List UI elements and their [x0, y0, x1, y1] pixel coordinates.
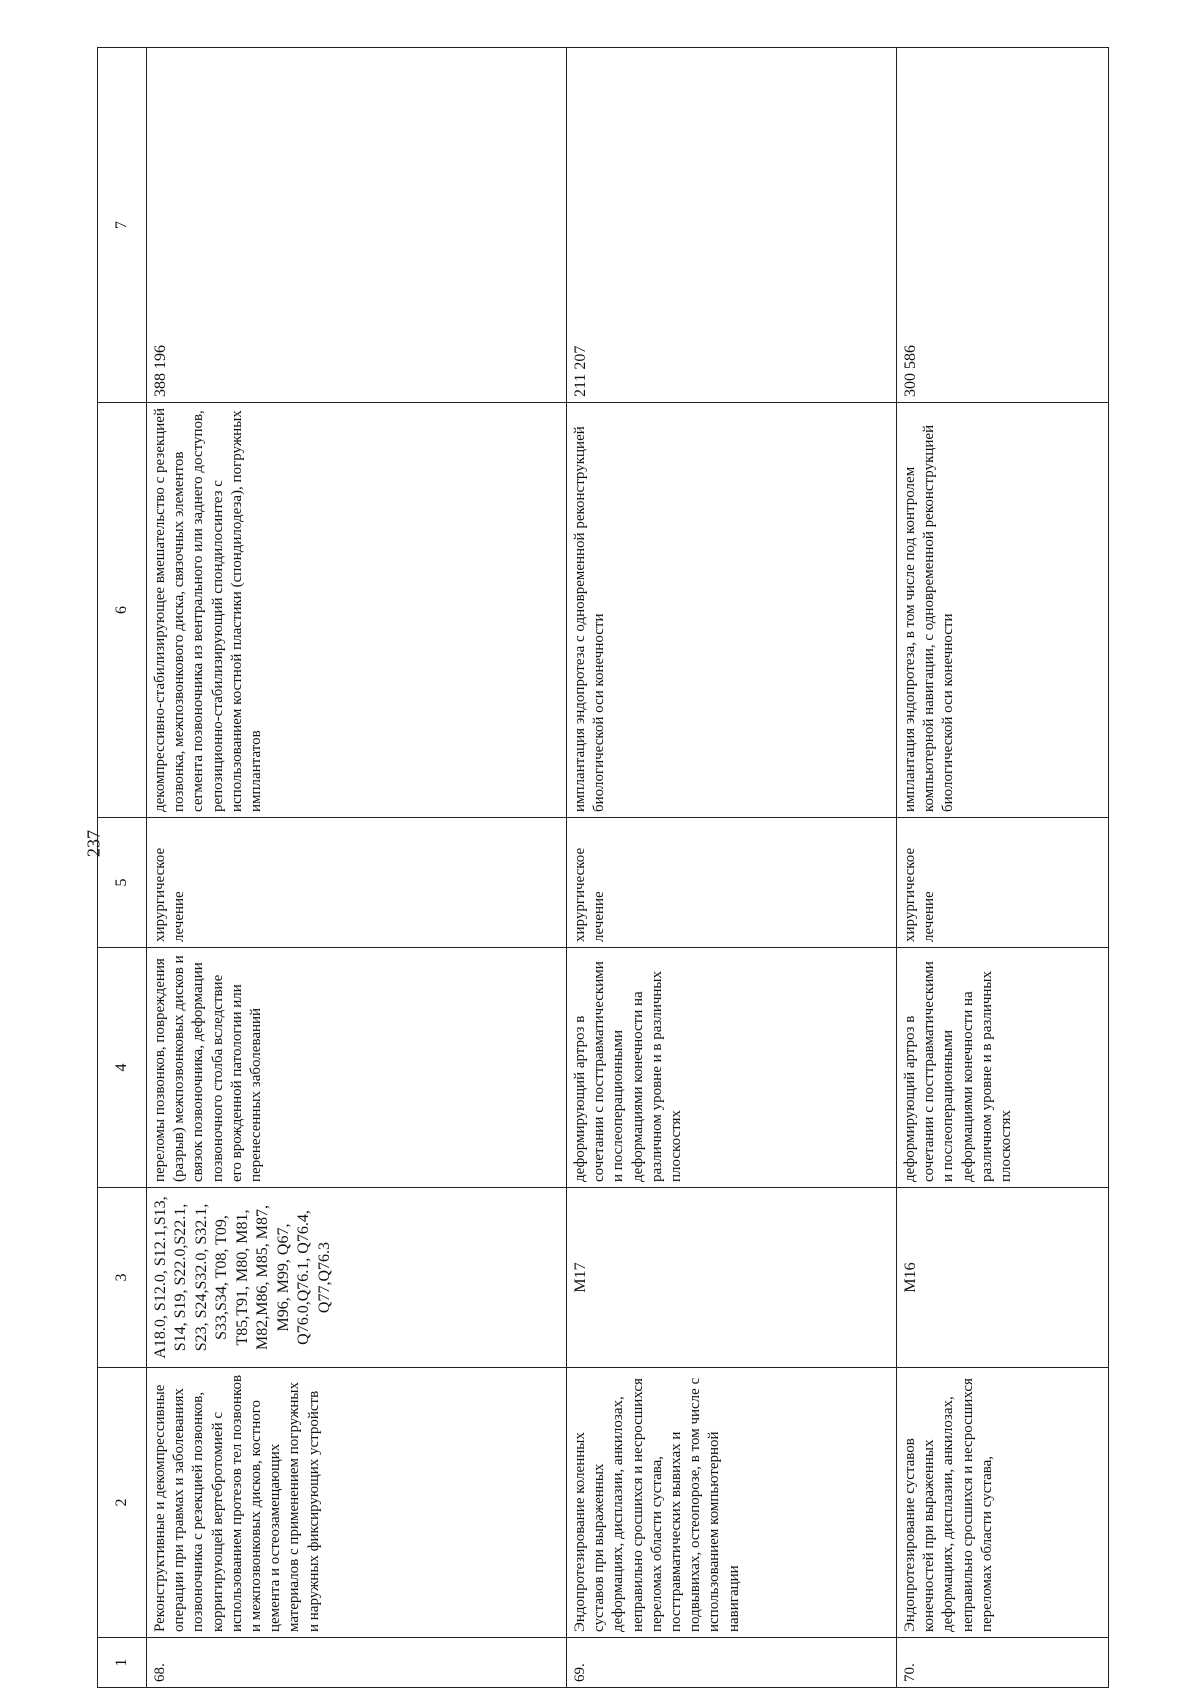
header-cell-2: 2: [98, 1368, 147, 1638]
header-row: [98, 48, 147, 1688]
services-table: [97, 47, 1109, 1688]
treatment-type: хирургическое лечение: [897, 818, 1109, 948]
icd-codes: M17: [567, 1188, 897, 1368]
table-row: [147, 48, 567, 1688]
treatment-type: хирургическое лечение: [147, 818, 567, 948]
intervention-name: Эндопротезирование суставов конечностей при выраженных деформациях, дисплазии, анкилозах, неправильно сросшихся и несросшихся переломах области сустава,: [897, 1368, 1109, 1638]
icd-codes: A18.0, S12.0, S12.1,S13, S14, S19, S22.0,S22.1, S23, S24,S32.0, S32.1, S33,S34, T08, T09, T85,T91, M80, M81, M82,M86, M85, M87, M96, M99, Q67, Q76.0,Q76.1, Q76.4, Q77,Q76.3: [147, 1188, 567, 1368]
header-cell-7: 7: [98, 48, 147, 403]
cost: 388 196: [147, 48, 567, 403]
intervention-name: Реконструктивные и декомпрессивные операции при травмах и заболеваниях позвоночника с резекцией позвонков, корригирующей вертебротомией с использованием протезов тел позвонков и межпозвонковых дисков, костного цемента и остеозамещающих материалов с применением погружных и наружных фиксирующих устройств: [147, 1368, 567, 1638]
row-number: 68.: [147, 1638, 567, 1688]
cost: 211 207: [567, 48, 897, 403]
header-cell-3: 3: [98, 1188, 147, 1368]
header-cell-4: 4: [98, 948, 147, 1188]
header-cell-1: 1: [98, 1638, 147, 1688]
treatment-method: декомпрессивно-стабилизирующее вмешательство с резекцией позвонка, межпозвонкового диска, связочных элементов сегмента позвоночника из вентрального или заднего доступов, репозиционно-стабилизирующий спондилосинтез с использованием костной пластики (спондилодеза), погружных имплантатов: [147, 403, 567, 818]
header-cell-5: 5: [98, 818, 147, 948]
table-row: [897, 48, 1109, 1688]
cost: 300 586: [897, 48, 1109, 403]
row-number: 69.: [567, 1638, 897, 1688]
page-number: 237: [83, 830, 104, 857]
treatment-method: имплантация эндопротеза, в том числе под контролем компьютерной навигации, с одновременной реконструкцией биологической оси конечности: [897, 403, 1109, 818]
diagnosis: деформирующий артроз в сочетании с посттравматическими и послеоперационными деформациями конечности на различном уровне и в различных плоскостях: [567, 948, 897, 1188]
intervention-name: Эндопротезирование коленных суставов при выраженных деформациях, дисплазии, анкилозах, неправильно сросшихся и несросшихся переломах области сустава, посттравматических вывихах и подвывихах, остеопорозе, в том числе с использованием компьютерной навигации: [567, 1368, 897, 1638]
table-row: [567, 48, 897, 1688]
treatment-type: хирургическое лечение: [567, 818, 897, 948]
rotated-table-container: [97, 48, 1109, 1688]
diagnosis: переломы позвонков, повреждения (разрыв) межпозвонковых дисков и связок позвоночника, деформации позвоночного столба вследствие его врожденной патологии или перенесенных заболеваний: [147, 948, 567, 1188]
header-cell-6: 6: [98, 403, 147, 818]
row-number: 70.: [897, 1638, 1109, 1688]
icd-codes: M16: [897, 1188, 1109, 1368]
diagnosis: деформирующий артроз в сочетании с посттравматическими и послеоперационными деформациями конечности на различном уровне и в различных плоскостях: [897, 948, 1109, 1188]
treatment-method: имплантация эндопротеза с одновременной реконструкцией биологической оси конечности: [567, 403, 897, 818]
